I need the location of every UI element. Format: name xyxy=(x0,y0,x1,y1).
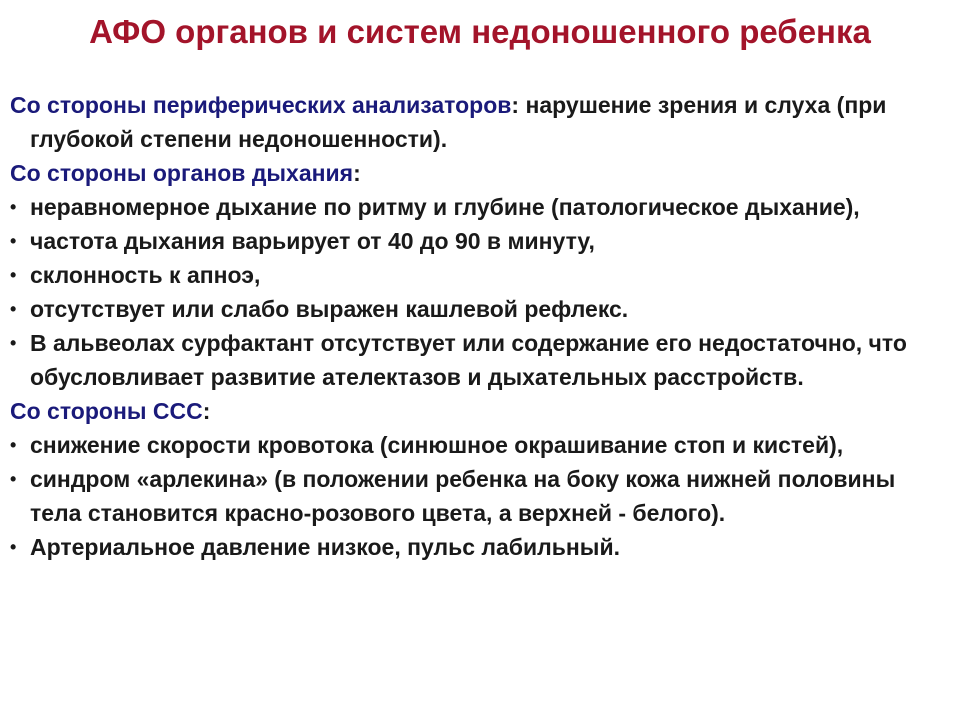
list-item xyxy=(10,258,950,292)
list-item xyxy=(10,462,950,530)
section-heading: Со стороны ССС xyxy=(10,398,203,424)
list-item xyxy=(10,326,950,394)
list-item xyxy=(10,292,950,326)
section-text: : нарушение зрения и слуха (при глубокой степени недоношенности). xyxy=(30,92,887,152)
bullet-icon: • xyxy=(10,231,17,251)
section-cardiovascular xyxy=(10,394,950,428)
list-item-text: снижение скорости кровотока (синюшное окрашивание стоп и кистей), xyxy=(30,432,844,458)
list-item xyxy=(10,224,950,258)
list-item xyxy=(10,530,950,564)
section-respiratory xyxy=(10,156,950,190)
bullet-icon: • xyxy=(10,333,17,353)
bullet-icon: • xyxy=(10,469,17,489)
list-item-text: частота дыхания варьирует от 40 до 90 в минуту, xyxy=(30,228,595,254)
section-text: : xyxy=(202,398,211,424)
bullet-icon: • xyxy=(10,265,17,285)
section-heading: Со стороны периферических анализаторов xyxy=(10,92,512,118)
bullet-icon: • xyxy=(10,197,17,217)
bullet-icon: • xyxy=(10,435,17,455)
list-item xyxy=(10,428,950,462)
list-item-text: склонность к апноэ, xyxy=(30,262,261,288)
list-item-text: Артериальное давление низкое, пульс лабильный. xyxy=(30,534,620,560)
list-item-text: неравномерное дыхание по ритму и глубине (патологическое дыхание), xyxy=(30,194,860,220)
section-text: : xyxy=(353,160,361,186)
list-item xyxy=(10,190,950,224)
list-item-text: В альвеолах сурфактант отсутствует или содержание его недостаточно, что обусловливает развитие ателектазов и дыхательных расстройств. xyxy=(30,330,907,390)
slide-content xyxy=(10,88,950,564)
list-item-text: синдром «арлекина» (в положении ребенка на боку кожа нижней половины тела становится красно-розового цвета, а верхней - белого). xyxy=(30,466,896,526)
bullet-icon: • xyxy=(10,537,17,557)
section-heading: Со стороны органов дыхания xyxy=(10,160,354,186)
list-item-text: отсутствует или слабо выражен кашлевой рефлекс. xyxy=(30,296,629,322)
slide-title: АФО органов и систем недоношенного ребенка xyxy=(89,13,871,50)
bullet-icon: • xyxy=(10,299,17,319)
section-analyzers xyxy=(10,88,950,156)
